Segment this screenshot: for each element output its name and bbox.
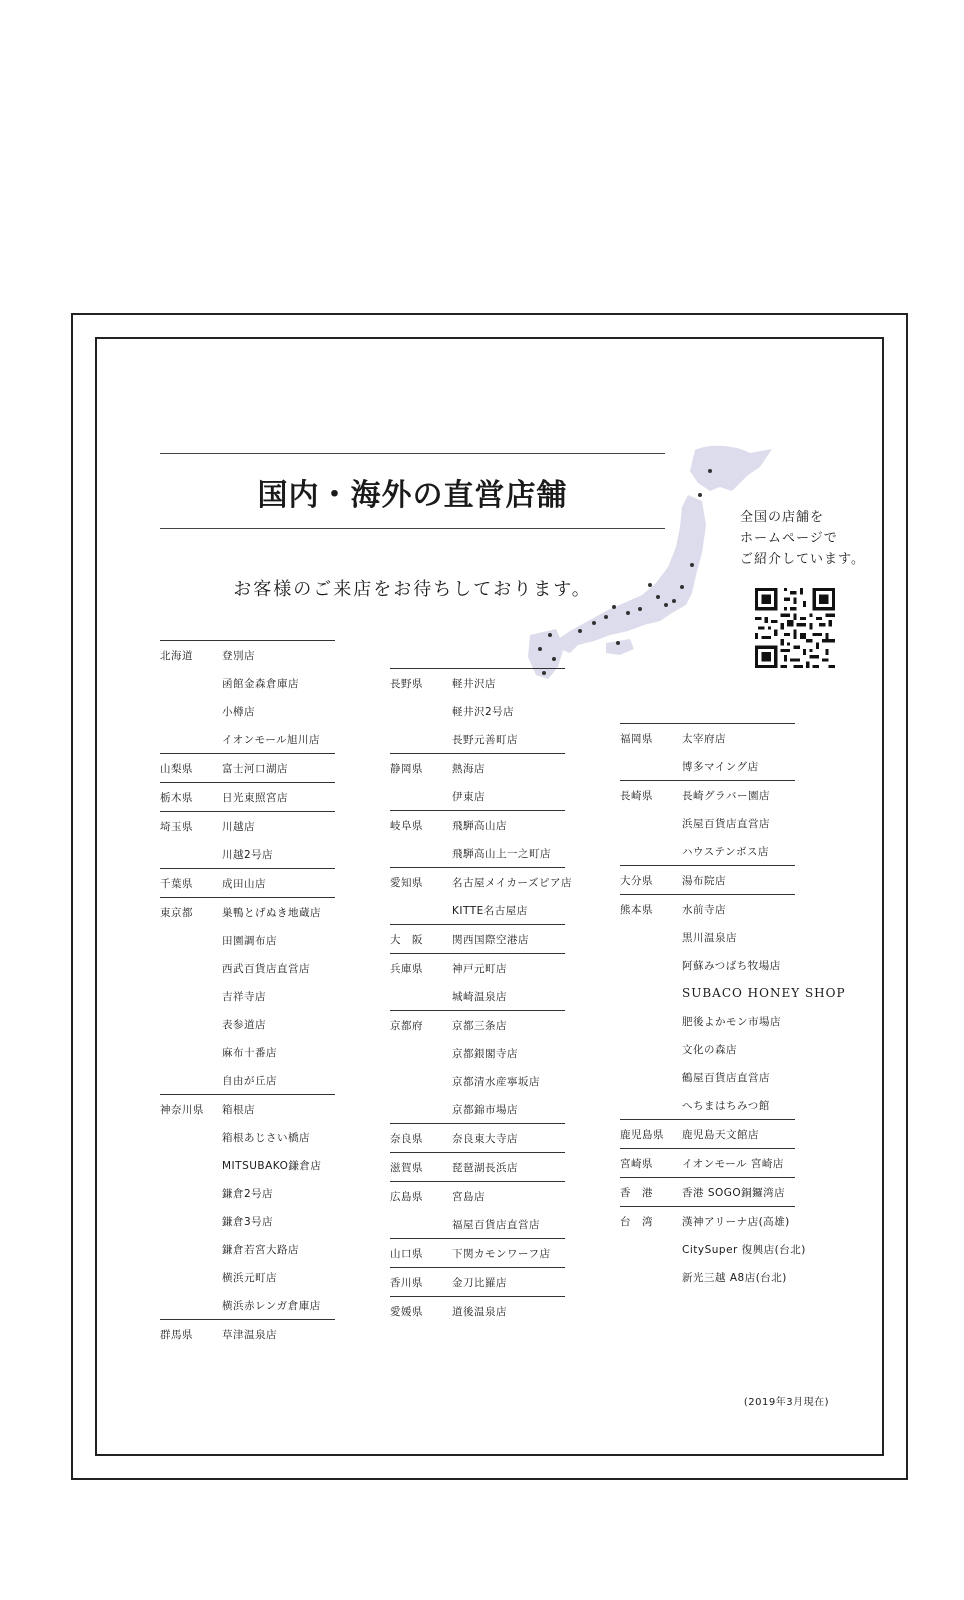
store-row	[160, 869, 335, 897]
prefecture-label: 奈良県	[390, 1132, 423, 1145]
store-row	[620, 1178, 795, 1206]
prefecture-group	[620, 865, 795, 894]
store-row	[620, 837, 795, 865]
store-row	[620, 1149, 795, 1177]
store-name: 富士河口湖店	[222, 762, 288, 775]
store-row	[160, 1179, 335, 1207]
store-row	[160, 982, 335, 1010]
prefecture-group	[160, 1094, 335, 1319]
prefecture-label: 長野県	[390, 677, 423, 690]
prefecture-group	[160, 782, 335, 811]
prefecture-label: 千葉県	[160, 877, 193, 890]
store-row	[390, 925, 565, 953]
store-row	[620, 1035, 795, 1063]
store-row	[160, 641, 335, 669]
store-row	[620, 752, 795, 780]
store-name: 巣鴨とげぬき地蔵店	[222, 906, 321, 919]
store-name: 浜屋百貨店直営店	[682, 817, 770, 830]
prefecture-group	[390, 1181, 565, 1238]
page-subtitle: お客様のご来店をお待ちしております。	[233, 579, 592, 600]
store-row	[160, 1066, 335, 1094]
store-name: 軽井沢2号店	[452, 705, 515, 718]
prefecture-group	[390, 810, 565, 867]
page-title: 国内・海外の直営店舗	[257, 478, 568, 513]
homepage-note: 全国の店舗を ホームページで ご紹介しています。	[740, 510, 865, 567]
store-row	[390, 982, 565, 1010]
store-row	[620, 1007, 795, 1035]
store-name: イオンモール旭川店	[222, 733, 321, 746]
store-name: 京都銀閣寺店	[452, 1047, 518, 1060]
store-row	[620, 724, 795, 752]
store-row	[160, 1291, 335, 1319]
store-row	[160, 725, 335, 753]
store-row	[160, 754, 335, 782]
prefecture-label: 東京都	[160, 906, 193, 919]
store-name: CitySuper 復興店(台北)	[682, 1243, 806, 1256]
prefecture-label: 滋賀県	[390, 1161, 423, 1174]
store-name: 吉祥寺店	[222, 990, 266, 1003]
store-name: 文化の森店	[682, 1043, 737, 1056]
store-name: ハウステンボス店	[682, 845, 769, 858]
prefecture-group	[160, 897, 335, 1094]
store-row	[160, 812, 335, 840]
store-row	[390, 1182, 565, 1210]
store-name: 城崎温泉店	[452, 990, 507, 1003]
store-name: 京都錦市場店	[452, 1103, 518, 1116]
store-name: 熱海店	[452, 762, 485, 775]
store-name: 川越2号店	[222, 848, 274, 861]
store-row	[160, 1207, 335, 1235]
store-name: 太宰府店	[682, 732, 726, 745]
store-name: 博多マイング店	[682, 760, 759, 773]
prefecture-group	[620, 1177, 795, 1206]
store-column-3	[620, 723, 846, 1291]
prefecture-group	[390, 753, 565, 810]
store-name: 鎌倉若宮大路店	[222, 1243, 299, 1256]
store-name: 横浜元町店	[222, 1271, 277, 1284]
store-row	[160, 954, 335, 982]
store-name: 鎌倉2号店	[222, 1187, 274, 1200]
store-row	[160, 1263, 335, 1291]
store-name: 表参道店	[222, 1018, 266, 1031]
store-name: 肥後よかモン市場店	[682, 1015, 781, 1028]
store-column-1	[160, 640, 335, 1348]
prefecture-label: 福岡県	[620, 732, 653, 745]
prefecture-group	[620, 780, 795, 865]
store-row	[390, 1210, 565, 1238]
store-row	[390, 782, 565, 810]
prefecture-group	[620, 1119, 795, 1148]
store-row	[390, 954, 565, 982]
prefecture-group	[390, 1296, 565, 1325]
store-name: 下関カモンワーフ店	[452, 1247, 551, 1260]
prefecture-label: 鹿児島県	[620, 1128, 664, 1141]
prefecture-group	[160, 1319, 335, 1348]
prefecture-group	[160, 811, 335, 868]
store-row	[390, 697, 565, 725]
prefecture-label: 大 阪	[390, 933, 423, 946]
store-row	[390, 1011, 565, 1039]
store-row	[390, 1067, 565, 1095]
prefecture-group	[160, 753, 335, 782]
store-row	[620, 951, 795, 979]
prefecture-label: 台 湾	[620, 1215, 653, 1228]
prefecture-group	[620, 894, 846, 1119]
store-name: 黒川温泉店	[682, 931, 737, 944]
store-row	[390, 754, 565, 782]
store-row	[160, 926, 335, 954]
store-row	[620, 923, 795, 951]
store-name: 長崎グラバー園店	[682, 789, 770, 802]
store-name: 登別店	[222, 649, 255, 662]
prefecture-group	[390, 924, 565, 953]
store-name: KITTE名古屋店	[452, 904, 528, 917]
store-name: 長野元善町店	[452, 733, 518, 746]
store-row	[160, 898, 335, 926]
store-row	[620, 1207, 795, 1235]
store-name: 道後温泉店	[452, 1305, 507, 1318]
prefecture-label: 岐阜県	[390, 819, 423, 832]
prefecture-label: 北海道	[160, 649, 193, 662]
prefecture-label: 宮崎県	[620, 1157, 653, 1170]
prefecture-label: 山梨県	[160, 762, 193, 775]
store-name: 川越店	[222, 820, 255, 833]
store-row	[390, 868, 572, 896]
store-name: 奈良東大寺店	[452, 1132, 518, 1145]
store-row	[390, 811, 565, 839]
store-row	[390, 1039, 565, 1067]
store-name: 名古屋メイカーズピア店	[452, 876, 572, 889]
store-name: 成田山店	[222, 877, 266, 890]
store-row	[160, 783, 335, 811]
store-name: MITSUBAKO鎌倉店	[222, 1159, 322, 1172]
store-name: 神戸元町店	[452, 962, 507, 975]
store-name: 横浜赤レンガ倉庫店	[222, 1299, 321, 1312]
store-row	[160, 669, 335, 697]
store-row	[160, 1038, 335, 1066]
store-row	[160, 1320, 335, 1348]
store-row	[620, 809, 795, 837]
store-name: 京都三条店	[452, 1019, 507, 1032]
store-name: 福屋百貨店直営店	[452, 1218, 540, 1231]
store-name: 宮島店	[452, 1190, 485, 1203]
store-name: 小樽店	[222, 705, 255, 718]
store-name: 飛騨高山上一之町店	[452, 847, 551, 860]
footnote-date: (2019年3月現在)	[743, 1397, 829, 1408]
store-name: 湯布院店	[682, 874, 726, 887]
store-row	[620, 895, 795, 923]
prefecture-group	[390, 1267, 565, 1296]
store-row	[390, 1124, 565, 1152]
store-name: 新光三越 A8店(台北)	[682, 1271, 787, 1284]
prefecture-group	[390, 1238, 565, 1267]
prefecture-label: 栃木県	[160, 791, 193, 804]
store-row	[620, 1063, 795, 1091]
store-name: 阿蘇みつばち牧場店	[682, 959, 781, 972]
prefecture-label: 香川県	[390, 1276, 423, 1289]
store-name: 草津温泉店	[222, 1328, 277, 1341]
store-name: 箱根あじさい橋店	[222, 1131, 310, 1144]
store-row	[620, 1120, 795, 1148]
store-row	[620, 866, 795, 894]
store-name: 箱根店	[222, 1103, 255, 1116]
store-name: 自由が丘店	[222, 1074, 277, 1087]
prefecture-label: 山口県	[390, 1247, 423, 1260]
prefecture-group	[390, 1123, 565, 1152]
store-row	[160, 1010, 335, 1038]
store-name: 鶴屋百貨店直営店	[682, 1071, 770, 1084]
prefecture-label: 大分県	[620, 874, 653, 887]
prefecture-label: 兵庫県	[390, 962, 423, 975]
store-row	[160, 840, 335, 868]
store-row	[160, 1151, 335, 1179]
store-name: 田園調布店	[222, 934, 277, 947]
store-row	[160, 697, 335, 725]
store-row	[390, 1297, 565, 1325]
store-name: 漢神アリーナ店(高雄)	[682, 1215, 790, 1228]
store-row	[160, 1123, 335, 1151]
store-name: 金刀比羅店	[452, 1276, 507, 1289]
store-name: へちまはちみつ館	[682, 1099, 770, 1112]
store-name: 琵琶湖長浜店	[452, 1161, 518, 1174]
prefecture-group	[620, 1148, 795, 1177]
store-name: 関西国際空港店	[452, 933, 529, 946]
store-row	[390, 725, 565, 753]
store-row	[620, 1235, 806, 1263]
store-name: 軽井沢店	[452, 677, 496, 690]
store-name: 鎌倉3号店	[222, 1215, 274, 1228]
prefecture-label: 静岡県	[390, 762, 423, 775]
prefecture-group	[620, 1206, 806, 1291]
prefecture-label: 愛媛県	[390, 1305, 423, 1318]
qr-code-icon[interactable]	[755, 588, 835, 668]
store-name: 西武百貨店直営店	[222, 962, 310, 975]
prefecture-label: 熊本県	[620, 903, 653, 916]
store-row	[390, 1239, 565, 1267]
store-name: 香港 SOGO銅鑼湾店	[682, 1186, 786, 1199]
prefecture-label: 神奈川県	[160, 1103, 204, 1116]
prefecture-group	[160, 868, 335, 897]
prefecture-label: 愛知県	[390, 876, 423, 889]
prefecture-label: 香 港	[620, 1186, 653, 1199]
store-column-2	[390, 668, 572, 1325]
store-name: イオンモール 宮崎店	[682, 1157, 784, 1170]
store-row	[620, 1263, 795, 1291]
store-row	[390, 896, 565, 924]
prefecture-group	[390, 867, 572, 924]
store-row	[390, 669, 565, 697]
store-name: 飛騨高山店	[452, 819, 507, 832]
prefecture-label: 埼玉県	[160, 820, 193, 833]
prefecture-label: 長崎県	[620, 789, 653, 802]
store-row	[160, 1095, 335, 1123]
prefecture-group	[160, 640, 335, 753]
store-name: 京都清水産寧坂店	[452, 1075, 540, 1088]
prefecture-group	[390, 1152, 565, 1181]
store-row	[390, 1095, 565, 1123]
prefecture-group	[390, 953, 565, 1010]
prefecture-group	[390, 1010, 565, 1123]
prefecture-group	[390, 668, 565, 753]
store-name: 水前寺店	[682, 903, 726, 916]
store-name: 鹿児島天文館店	[682, 1128, 759, 1141]
store-row	[620, 781, 795, 809]
store-row	[620, 979, 846, 1007]
store-name: 伊東店	[452, 790, 485, 803]
store-row	[160, 1235, 335, 1263]
prefecture-label: 広島県	[390, 1190, 423, 1203]
store-name: 麻布十番店	[222, 1046, 277, 1059]
store-name: 函館金森倉庫店	[222, 677, 299, 690]
store-row	[390, 1268, 565, 1296]
store-name: 日光東照宮店	[222, 791, 288, 804]
prefecture-label: 京都府	[390, 1019, 423, 1032]
store-row	[620, 1091, 795, 1119]
store-row	[390, 839, 565, 867]
store-name: SUBACO HONEY SHOP	[682, 986, 846, 1000]
prefecture-label: 群馬県	[160, 1328, 193, 1341]
store-row	[390, 1153, 565, 1181]
prefecture-group	[620, 723, 795, 780]
